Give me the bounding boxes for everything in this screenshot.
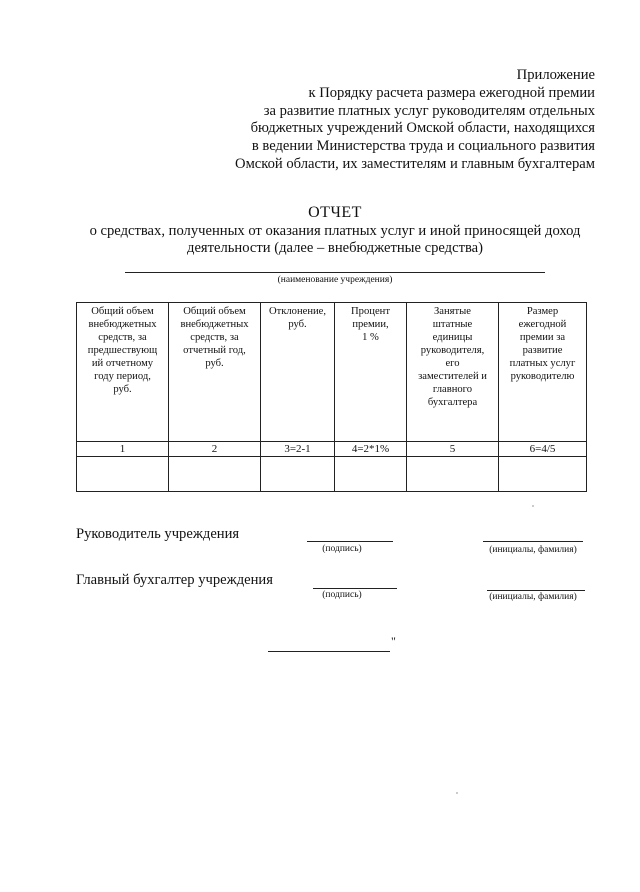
accountant-name-caption: (инициалы, фамилия) bbox=[489, 592, 577, 602]
scan-speck bbox=[456, 792, 458, 794]
date-line[interactable] bbox=[268, 651, 390, 652]
table-cell[interactable] bbox=[499, 457, 587, 492]
appendix-line: в ведении Министерства труда и социального развития bbox=[251, 138, 595, 155]
header-cell-staff-units: Занятые штатные единицы руководителя, его заместителей и главного бухгалтера bbox=[407, 303, 499, 442]
table-cell[interactable] bbox=[261, 457, 335, 492]
report-subtitle-line: о средствах, полученных от оказания платных услуг и иной приносящей доход bbox=[89, 223, 581, 239]
appendix-line: бюджетных учреждений Омской области, находящихся bbox=[250, 120, 595, 137]
accountant-signature-label: Главный бухгалтер учреждения bbox=[76, 572, 273, 588]
table-header-row bbox=[77, 303, 587, 442]
head-name-caption: (инициалы, фамилия) bbox=[489, 545, 577, 555]
column-number-cell: 4=2*1% bbox=[335, 442, 407, 457]
table-cell[interactable] bbox=[169, 457, 261, 492]
header-cell-deviation: Отклонение, руб. bbox=[261, 303, 335, 442]
head-signature-line[interactable] bbox=[307, 541, 393, 542]
table-row bbox=[77, 457, 587, 492]
column-number-cell: 5 bbox=[407, 442, 499, 457]
report-table bbox=[76, 302, 587, 492]
head-name-line[interactable] bbox=[483, 541, 583, 542]
head-signature-caption: (подпись) bbox=[322, 544, 362, 554]
institution-name-line bbox=[125, 272, 545, 273]
report-title: ОТЧЕТ bbox=[308, 204, 362, 221]
header-cell-annual-bonus: Размер ежегодной премии за развитие платных услуг руководителю bbox=[499, 303, 587, 442]
head-signature-label: Руководитель учреждения bbox=[76, 526, 240, 542]
date-quote-mark: " bbox=[391, 634, 396, 648]
table-cell[interactable] bbox=[407, 457, 499, 492]
header-cell-prev-year-funds: Общий объем внебюджетных средств, за предшествующ ий отчетному году период, руб. bbox=[77, 303, 169, 442]
table-number-row bbox=[77, 442, 587, 457]
table-cell[interactable] bbox=[335, 457, 407, 492]
appendix-line: Приложение bbox=[516, 67, 595, 83]
appendix-line: за развитие платных услуг руководителям отдельных bbox=[263, 102, 595, 119]
header-cell-current-year-funds: Общий объем внебюджетных средств, за отчетный год, руб. bbox=[169, 303, 261, 442]
header-cell-bonus-percent: Процент премии, 1 % bbox=[335, 303, 407, 442]
appendix-line: к Порядку расчета размера ежегодной премии bbox=[308, 84, 595, 101]
accountant-signature-line[interactable] bbox=[313, 588, 397, 589]
table-cell[interactable] bbox=[77, 457, 169, 492]
column-number-cell: 2 bbox=[169, 442, 261, 457]
accountant-name-line[interactable] bbox=[487, 590, 585, 591]
institution-name-caption: (наименование учреждения) bbox=[277, 275, 393, 285]
column-number-cell: 1 bbox=[77, 442, 169, 457]
report-subtitle bbox=[50, 223, 620, 257]
appendix-header bbox=[235, 67, 595, 174]
column-number-cell: 6=4/5 bbox=[499, 442, 587, 457]
appendix-line: Омской области, их заместителям и главным бухгалтерам bbox=[235, 155, 595, 172]
column-number-cell: 3=2-1 bbox=[261, 442, 335, 457]
scan-speck bbox=[532, 505, 534, 507]
report-subtitle-line: деятельности (далее – внебюджетные средства) bbox=[187, 240, 483, 256]
accountant-signature-caption: (подпись) bbox=[322, 590, 362, 600]
